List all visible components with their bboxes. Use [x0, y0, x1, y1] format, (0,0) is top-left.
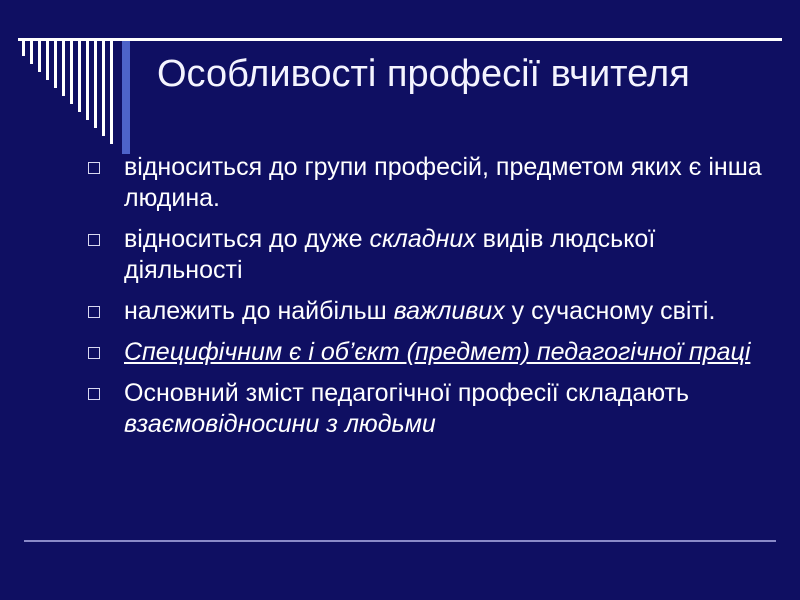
bullet-text: Основний зміст педагогічної професії складають — [124, 379, 690, 407]
bullet-text: важливих — [393, 297, 505, 325]
bullet-item — [88, 296, 768, 327]
bullet-text: відноситься до групи професій, предметом яких є інша людина. — [124, 153, 762, 212]
bullet-text: видів людської діяльності — [124, 225, 656, 284]
bullet-item — [88, 152, 768, 214]
bullet-item — [88, 224, 768, 286]
bullet-text: у сучасному світі. — [504, 297, 716, 325]
top-rule — [18, 38, 782, 41]
hollow-square-bullet-icon — [88, 234, 100, 246]
bullet-list — [88, 152, 768, 450]
decorative-stripes-icon — [0, 0, 140, 160]
bullet-text: належить до найбільш — [124, 297, 394, 325]
bullet-text: відноситься до дуже — [124, 225, 370, 253]
hollow-square-bullet-icon — [88, 306, 100, 318]
bullet-text: взаємовідносини з людьми — [124, 410, 436, 438]
bullet-item — [88, 378, 768, 440]
bullet-text: Специфічним є і об’єкт (предмет) педагогічної праці — [124, 338, 751, 366]
bullet-text: складних — [369, 225, 476, 253]
bullet-item — [88, 337, 768, 368]
bottom-rule — [24, 540, 776, 542]
hollow-square-bullet-icon — [88, 347, 100, 359]
hollow-square-bullet-icon — [88, 388, 100, 400]
hollow-square-bullet-icon — [88, 162, 100, 174]
slide-title: Особливості професії вчителя — [157, 53, 690, 95]
